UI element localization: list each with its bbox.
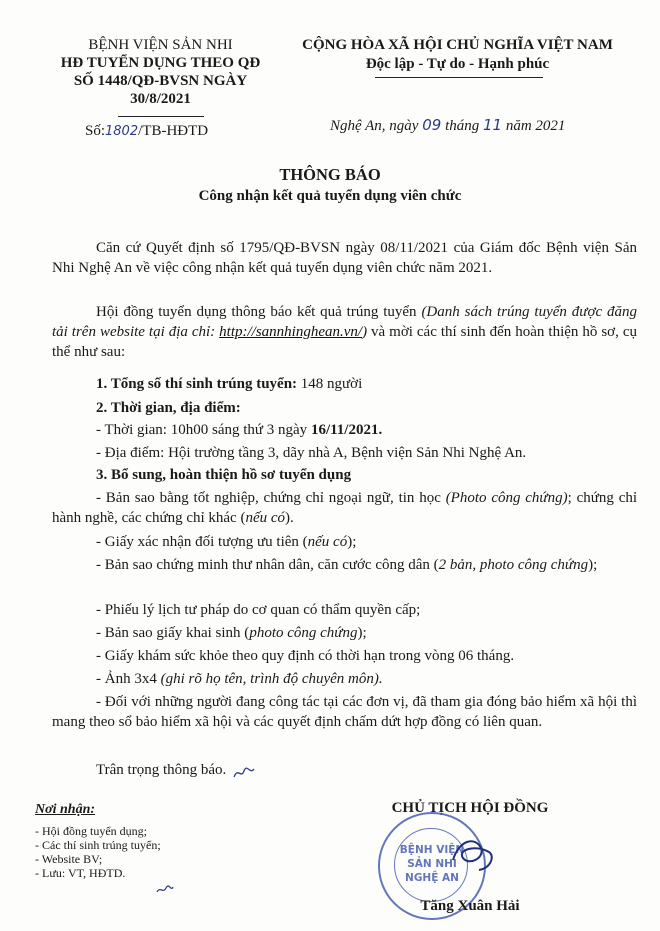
org-line-4: 30/8/2021: [130, 91, 191, 107]
closing-line: Trân trọng thông báo.: [96, 762, 227, 778]
website-link[interactable]: http://sannhinghean.vn/: [219, 324, 363, 340]
requirement-item-8: - Đối với những người đang công tác tại các đơn vị, đã tham gia đóng bảo hiểm xã hội thì mang theo sổ bảo hiểm xã hội và các quyết định chấm dứt hợp đồng có liên quan.: [52, 694, 637, 730]
document-subtitle: Công nhận kết quả tuyển dụng viên chức: [198, 188, 462, 204]
recipient-item: - Website BV;: [35, 852, 103, 866]
requirement-item-5: [52, 623, 637, 643]
item1-text-c: ; chứng chỉ hành nghề, các chứng chỉ khác (: [52, 490, 638, 526]
requirement-item-3: [52, 555, 637, 575]
item1-text-a: - Bản sao bằng tốt nghiệp, chứng chỉ ngoại ngữ, tin học: [96, 490, 446, 506]
org-line-3: SỐ 1448/QĐ-BVSN NGÀY: [73, 73, 248, 89]
requirement-item-2: [52, 532, 637, 552]
header-right-divider: [375, 77, 543, 78]
signer-role: CHỦ TỊCH HỘI ĐỒNG: [391, 800, 549, 816]
reference-number: [85, 123, 208, 140]
item7-text-a: - Ảnh 3x4: [96, 671, 161, 687]
seal-line-3: NGHỆ AN: [405, 872, 459, 884]
item3-text-c: );: [588, 557, 598, 573]
org-line-1: BỆNH VIỆN SẢN NHI: [88, 37, 233, 53]
date-prefix: Nghệ An, ngày: [330, 118, 419, 134]
paragraph-announcement: [52, 302, 637, 362]
item2-text-a: - Giấy xác nhận đối tượng ưu tiên (: [96, 534, 308, 550]
section-2-time: [52, 420, 637, 440]
ref-suffix: /TB-HĐTD: [138, 123, 209, 139]
archive-initials-icon: [155, 884, 175, 896]
para2-text-a: Hội đồng tuyển dụng thông báo kết quả trúng tuyển: [96, 304, 422, 320]
para2-text-c: ): [362, 324, 368, 340]
seal-line-1: BỆNH VIỆN: [399, 844, 465, 856]
section-1-label: 1. Tổng số thí sinh trúng tuyển:: [96, 376, 298, 392]
para2-text-d: và mời các thí sinh đến hoàn thiện hồ sơ, cụ thể như sau:: [52, 324, 637, 360]
document-title: THÔNG BÁO: [279, 165, 381, 184]
item2-text-b: nếu có: [307, 534, 348, 550]
item5-text-c: );: [357, 625, 367, 641]
section-3-heading: 3. Bổ sung, hoàn thiện hồ sơ tuyển dụng: [96, 467, 352, 483]
signature-icon: [445, 830, 505, 880]
header-left-divider: [118, 116, 204, 117]
item1-text-b: (Photo công chứng): [445, 490, 568, 506]
signer-name: Tăng Xuân Hải: [420, 898, 520, 914]
time-text: - Thời gian: 10h00 sáng thứ 3 ngày: [96, 422, 311, 438]
requirement-item-1: [52, 488, 637, 528]
section-1-value: 148 người: [297, 376, 363, 392]
seal-line-2: SẢN NHI: [407, 858, 457, 870]
recipients-title: Nơi nhận:: [35, 802, 96, 817]
requirement-item-6: - Giấy khám sức khỏe theo quy định có thời hạn trong vòng 06 tháng.: [96, 648, 515, 664]
item3-text-a: - Bản sao chứng minh thư nhân dân, căn cước công dân (: [96, 557, 439, 573]
requirement-item-4: - Phiếu lý lịch tư pháp do cơ quan có thẩm quyền cấp;: [96, 602, 421, 618]
ref-number: 1802: [105, 124, 139, 139]
date-day: 09: [422, 116, 442, 134]
paragraph-legal-basis: Căn cứ Quyết định số 1795/QĐ-BVSN ngày 08/11/2021 của Giám đốc Bệnh viện Sản Nhi Nghệ An về việc công nhận kết quả tuyển dụng viên chức năm 2021.: [52, 240, 637, 276]
item7-text-b: (ghi rõ họ tên, trình độ chuyên môn).: [160, 671, 383, 687]
item5-text-b: photo công chứng: [249, 625, 358, 641]
issue-date: [330, 116, 565, 135]
requirement-item-7: [52, 669, 637, 689]
national-motto: Độc lập - Tự do - Hạnh phúc: [365, 56, 550, 72]
initials-scribble-icon: [232, 765, 256, 781]
item5-text-a: - Bản sao giấy khai sinh (: [96, 625, 250, 641]
ref-prefix: Số:: [85, 123, 106, 139]
section-2-place: - Địa điểm: Hội trường tầng 3, dãy nhà A, Bệnh viện Sản Nhi Nghệ An.: [96, 445, 527, 461]
recipient-item: - Hội đồng tuyển dụng;: [35, 824, 147, 838]
date-year: năm 2021: [505, 118, 566, 134]
item3-text-b: 2 bản, photo công chứng: [438, 557, 589, 573]
item1-text-e: ).: [285, 510, 294, 526]
date-month: 11: [482, 116, 503, 134]
item1-text-d: nếu có: [245, 510, 286, 526]
item2-text-c: );: [347, 534, 357, 550]
section-2-heading: 2. Thời gian, địa điểm:: [96, 400, 241, 416]
para2-text-b: (Danh sách trúng tuyển được đăng tải trên website tại địa chỉ:: [52, 304, 637, 340]
issuing-authority: [38, 36, 283, 108]
recipient-item: - Các thí sinh trúng tuyển;: [35, 838, 161, 852]
country-name: CỘNG HÒA XÃ HỘI CHỦ NGHĨA VIỆT NAM: [302, 37, 613, 53]
time-date: 16/11/2021.: [310, 422, 383, 438]
section-1: [52, 374, 637, 394]
date-month-label: tháng: [445, 118, 480, 134]
recipient-item: - Lưu: VT, HĐTD.: [35, 866, 126, 880]
national-header: [285, 36, 630, 74]
org-line-2: HĐ TUYỂN DỤNG THEO QĐ: [60, 55, 261, 71]
